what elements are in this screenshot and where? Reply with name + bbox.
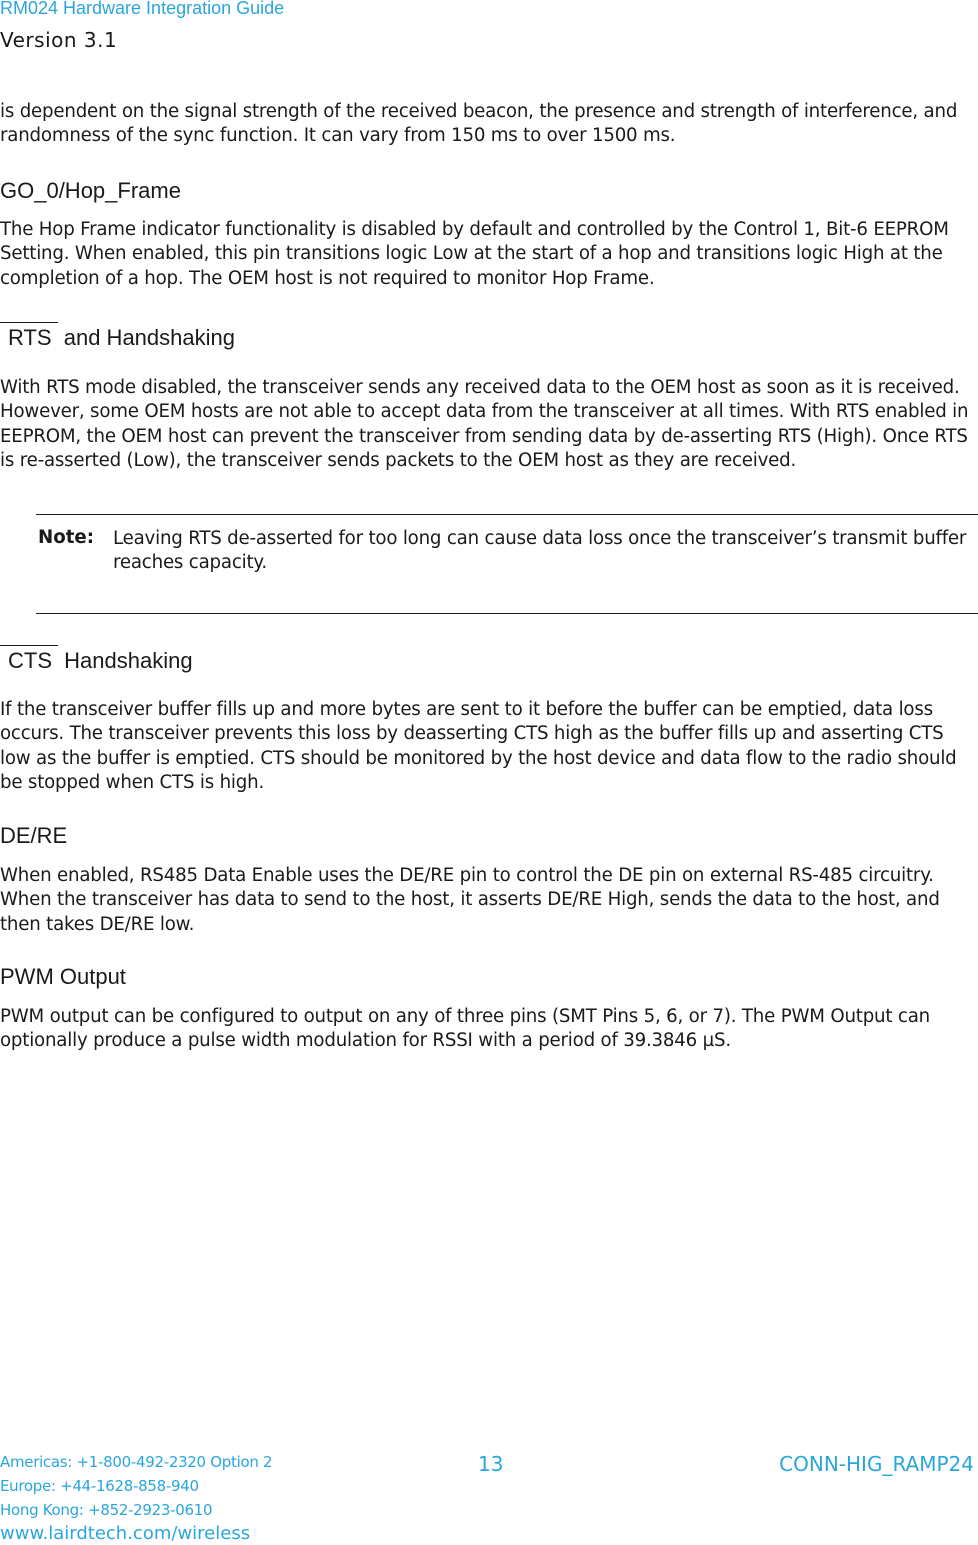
footer-europe-phone: Europe: +44-1628-858-940 — [0, 1477, 199, 1495]
note-label: Note: — [38, 527, 95, 548]
heading-go0-hop-frame: GO_0/Hop_Frame — [0, 178, 181, 203]
intro-paragraph: is dependent on the signal strength of the received beacon, the presence and strength of interference, and randomness of the sync function. It can vary from 150 ms to over 1500 ms. — [0, 101, 958, 147]
paragraph-rts: With RTS mode disabled, the transceiver sends any received data to the OEM host as soon as it is received. However, some OEM hosts are not able to accept data from the transceiver at all times. With RTS enabled in EEPROM, the OEM host can prevent the transceiver from sending data by de-asserting RTS (High). Once RTS is re-asserted (Low), the transceiver sends packets to the OEM host as they are received. — [0, 377, 969, 472]
header-version: Version 3.1 — [0, 28, 118, 52]
note-line-1: Leaving RTS de-asserted for too long can cause data loss once the transceiver’s transmit buffer — [113, 528, 967, 549]
rts-heading-rest: and Handshaking — [63, 325, 235, 350]
footer-americas-phone: Americas: +1-800-492-2320 Option 2 — [0, 1453, 273, 1471]
header-title: RM024 Hardware Integration Guide — [0, 0, 285, 18]
footer-website-link[interactable]: www.lairdtech.com/wireless — [0, 1523, 251, 1544]
footer-hongkong-phone: Hong Kong: +852-2923-0610 — [0, 1501, 213, 1519]
heading-rts-handshaking — [0, 322, 235, 351]
cts-overline-label: CTS — [0, 645, 58, 674]
paragraph-pwm-output: PWM output can be configured to output on any of three pins (SMT Pins 5, 6, or 7). The PWM Output can optionally produce a pulse width modulation for RSSI with a period of 39.3846 µS. — [0, 1006, 930, 1052]
note-text — [113, 527, 973, 576]
heading-de-re: DE/RE — [0, 823, 68, 848]
rts-overline-label: RTS — [0, 322, 58, 351]
footer-document-id: CONN-HIG_RAMP24 — [779, 1452, 974, 1476]
heading-pwm-output: PWM Output — [0, 964, 126, 989]
note-line-2: reaches capacity. — [113, 552, 267, 574]
paragraph-cts: If the transceiver buffer fills up and more bytes are sent to it before the buffer can be emptied, data loss occurs. The transceiver prevents this loss by deasserting CTS high as the buffer fills up and asserting CTS low as the buffer is emptied. CTS should be monitored by the host device and data flow to the radio should be stopped when CTS is high. — [0, 699, 957, 794]
heading-cts-handshaking — [0, 645, 193, 674]
paragraph-hop-frame: The Hop Frame indicator functionality is disabled by default and controlled by the Control 1, Bit-6 EEPROM Setting. When enabled, this pin transitions logic Low at the start of a hop and transitions logic High at the completion of a hop. The OEM host is not required to monitor Hop Frame. — [0, 219, 949, 289]
paragraph-de-re: When enabled, RS485 Data Enable uses the DE/RE pin to control the DE pin on external RS-485 circuitry. When the transceiver has data to send to the host, it asserts DE/RE High, sends the data to the host, and then takes DE/RE low. — [0, 865, 940, 935]
footer-page-number: 13 — [478, 1452, 504, 1476]
cts-heading-rest: Handshaking — [64, 648, 193, 673]
